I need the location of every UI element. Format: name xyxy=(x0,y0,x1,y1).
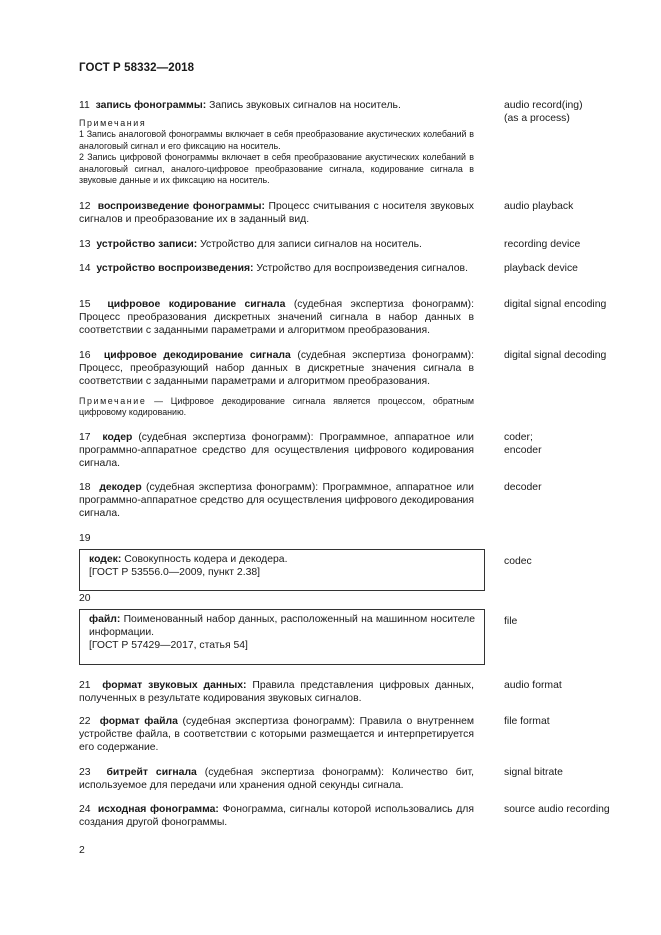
term-definition: Процесс, преобразующий набор данных в дискретные значения сигнала в соответствии с заданными параметрами и алгоритмом преобразования. xyxy=(79,362,474,387)
english-term: audio record(ing) xyxy=(504,100,583,111)
term-17 xyxy=(79,432,474,470)
term-number: 17 xyxy=(79,432,91,443)
term-qualifier: (судебная экспертиза фонограмм): xyxy=(290,350,475,361)
term-22 xyxy=(79,716,474,754)
term-name: формат файла xyxy=(99,716,178,727)
term-number: 11 xyxy=(79,100,90,111)
term-number: 18 xyxy=(79,482,91,493)
term-name: кодер xyxy=(102,432,133,443)
term-number: 21 xyxy=(79,680,91,691)
term-name: цифровое декодирование сигнала xyxy=(103,350,291,361)
page-number: 2 xyxy=(79,845,85,856)
note-heading: Примечания xyxy=(79,118,147,128)
term-17-english xyxy=(504,432,654,458)
term-definition: Процесс преобразования дискретных значений сигнала в набор данных в соответствии с заданными параметрами и алгоритмом преобразования. xyxy=(79,311,474,336)
term-name: кодек: xyxy=(89,554,122,565)
term-name: цифровое кодирование сигнала xyxy=(107,299,286,310)
term-number: 15 xyxy=(79,299,91,310)
english-term: audio playback xyxy=(504,201,574,212)
term-number: 13 xyxy=(79,239,91,250)
term-definition: Фонограмма, сигналы которой использовались для создания другой фонограммы. xyxy=(79,804,474,828)
english-term: codec xyxy=(504,556,532,567)
term-definition: Устройство для записи сигналов на носитель. xyxy=(197,239,422,250)
term-definition: Программное, аппаратное или программно-аппаратное средство для осуществления цифрового кодирования сигнала. xyxy=(79,432,474,469)
english-term: encoder xyxy=(504,444,542,456)
term-number: 12 xyxy=(79,201,91,212)
term-name: декодер xyxy=(99,482,142,493)
term-14 xyxy=(79,263,474,276)
term-11 xyxy=(79,100,474,113)
term-11-notes xyxy=(79,118,474,186)
term-number: 14 xyxy=(79,263,91,274)
term-definition: Устройство для воспроизведения сигналов. xyxy=(253,263,468,274)
term-name: устройство воспроизведения: xyxy=(96,263,254,274)
term-21 xyxy=(79,680,474,706)
term-name: воспроизведение фонограммы: xyxy=(97,201,265,212)
english-term: source audio recording xyxy=(504,804,610,815)
term-20-box xyxy=(79,609,485,665)
term-definition: Количество бит, используемое для передачи или хранения одной секунды сигнала. xyxy=(79,767,475,791)
term-number: 23 xyxy=(79,767,91,778)
term-24 xyxy=(79,804,474,830)
term-qualifier: (судебная экспертиза фонограмм): xyxy=(177,716,356,727)
term-name: формат звуковых данных: xyxy=(102,680,247,691)
note-1: 1 Запись аналоговой фонограммы включает в себя преобразование акустических колебаний в аналоговый сигнал и его фиксацию на носитель. xyxy=(79,129,474,151)
note-2: 2 Запись цифровой фонограммы включает в себя преобразование акустических колебаний в аналоговый сигнал, аналого-цифровое преобразование сигнала, кодирование сигнала в звуковые данные и их фиксацию на носитель. xyxy=(79,152,474,186)
term-name: исходная фонограмма: xyxy=(97,804,219,815)
english-term: audio format xyxy=(504,680,562,691)
note-text: — Цифровое декодирование сигнала является процессом, обратным цифровому кодированию. xyxy=(79,396,474,418)
term-15 xyxy=(79,299,474,337)
term-qualifier: (судебная экспертиза фонограмм): xyxy=(132,432,314,443)
term-18 xyxy=(79,482,474,520)
term-definition: Программное, аппаратное или программно-аппаратное средство для осуществления цифрового декодирования сигнала. xyxy=(79,482,474,519)
note-heading: Примечание xyxy=(79,396,147,406)
term-qualifier: (судебная экспертиза фонограмм): xyxy=(141,482,319,493)
term-qualifier: (судебная экспертиза фонограмм): xyxy=(196,767,385,778)
term-reference: [ГОСТ Р 57429—2017, статья 54] xyxy=(89,639,248,651)
term-definition: Совокупность кодера и декодера. xyxy=(121,554,288,565)
term-number: 24 xyxy=(79,804,91,815)
term-number: 19 xyxy=(79,533,91,544)
term-11-english xyxy=(504,100,654,126)
term-reference: [ГОСТ Р 53556.0—2009, пункт 2.38] xyxy=(89,566,261,578)
term-qualifier: (судебная экспертиза фонограмм): xyxy=(285,299,474,310)
english-term: coder; xyxy=(504,432,533,443)
term-13 xyxy=(79,239,474,252)
term-23 xyxy=(79,767,474,793)
english-term: file format xyxy=(504,716,550,727)
term-number: 22 xyxy=(79,716,91,727)
term-19-box xyxy=(79,549,485,591)
document-header: ГОСТ Р 58332—2018 xyxy=(79,62,195,74)
term-12 xyxy=(79,201,474,227)
term-number: 20 xyxy=(79,593,91,604)
english-term: digital signal decoding xyxy=(504,350,607,361)
term-name: файл: xyxy=(89,614,121,625)
english-term: recording device xyxy=(504,239,581,250)
term-name: устройство записи: xyxy=(96,239,198,250)
english-term: file xyxy=(504,616,518,627)
term-definition: Правила представления цифровых данных, полученных в результате кодирования звуковых сигналов. xyxy=(79,680,474,704)
term-definition: Поименованный набор данных, расположенный на машинном носителе информации. xyxy=(89,614,475,638)
english-term: signal bitrate xyxy=(504,767,563,778)
term-name: битрейт сигнала xyxy=(106,767,197,778)
term-16-note xyxy=(79,396,474,419)
english-term: decoder xyxy=(504,482,542,493)
term-number: 16 xyxy=(79,350,91,361)
term-name: запись фонограммы: xyxy=(95,100,207,111)
term-definition: Процесс считывания с носителя звуковых сигналов и преобразование их в заданный вид. xyxy=(79,201,474,225)
english-term: digital signal encoding xyxy=(504,299,607,310)
term-16 xyxy=(79,350,474,388)
term-definition: Правила о внутреннем устройстве файла, в соответствии с которыми размещается и интерпретируется его содержание. xyxy=(79,716,474,753)
term-definition: Запись звуковых сигналов на носитель. xyxy=(206,100,401,111)
english-term-qualifier: (as a process) xyxy=(504,112,570,124)
english-term: playback device xyxy=(504,263,578,274)
